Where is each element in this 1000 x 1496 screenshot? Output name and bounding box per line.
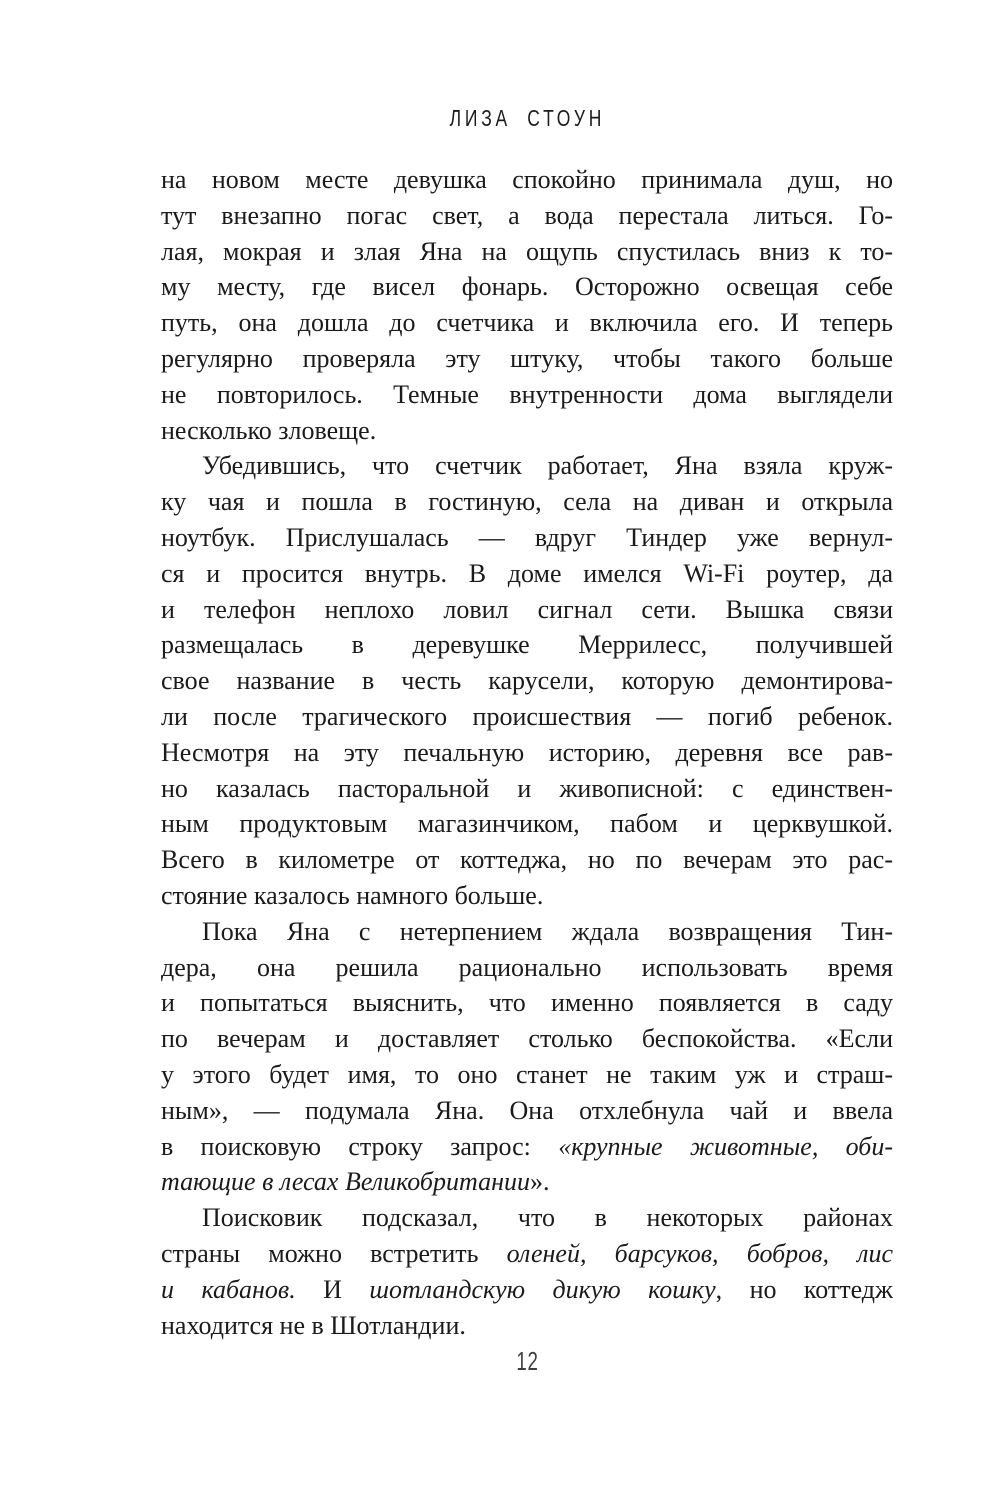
text-line xyxy=(161,1093,893,1129)
page-number xyxy=(161,1346,893,1376)
text-line xyxy=(161,842,893,878)
text-segment: на новом месте девушка спокойно принимала душ, но xyxy=(161,165,893,194)
text-segment: по вечерам и доставляет столько беспокойства. «Если xyxy=(161,1024,893,1054)
text-segment: ». xyxy=(529,1167,550,1197)
text-segment: лая, мокрая и злая Яна на ощупь спустилась вниз к то- xyxy=(161,236,893,266)
text-line xyxy=(161,484,893,520)
text-line xyxy=(161,735,893,771)
text-segment: находится не в Шотландии. xyxy=(161,1310,466,1340)
running-header xyxy=(161,104,893,132)
text-segment: тут внезапно погас свет, а вода перестала литься. Го- xyxy=(161,200,893,230)
text-segment: Поисковик подсказал, что в некоторых районах xyxy=(202,1203,893,1233)
italic-text-segment: и кабанов. xyxy=(161,1274,296,1304)
italic-text-segment: шотландскую дикую кошку xyxy=(369,1274,716,1304)
text-segment: му месту, где висел фонарь. Осторожно освещая себе xyxy=(161,272,893,302)
text-segment: несколько зловеще. xyxy=(161,415,377,445)
running-header-text: ЛИЗА СТОУН xyxy=(449,105,605,131)
text-segment: ным продуктовым магазинчиком, пабом и церквушкой. xyxy=(161,809,893,839)
text-segment: у этого будет имя, то оно станет не таким уж и страш- xyxy=(161,1059,893,1089)
text-segment: , но коттедж xyxy=(715,1274,893,1304)
text-segment: свое название в честь карусели, которую демонтирова- xyxy=(161,666,893,696)
text-line xyxy=(161,234,893,270)
text-line xyxy=(161,1021,893,1057)
text-line xyxy=(161,914,893,950)
text-line xyxy=(161,556,893,592)
text-segment: ноутбук. Прислушалась — вдруг Тиндер уже вернул- xyxy=(161,522,893,552)
text-line xyxy=(161,448,893,484)
text-segment: И xyxy=(295,1274,370,1304)
text-line xyxy=(161,663,893,699)
text-line xyxy=(161,377,893,413)
text-segment: ным», — подумала Яна. Она отхлебнула чай и ввела xyxy=(161,1095,893,1125)
text-line xyxy=(161,699,893,735)
text-line xyxy=(161,627,893,663)
text-line xyxy=(161,806,893,842)
text-line xyxy=(161,1272,893,1308)
text-segment: Пока Яна с нетерпением ждала возвращения Тин- xyxy=(202,916,893,946)
text-line xyxy=(161,520,893,556)
text-line xyxy=(161,592,893,628)
italic-text-segment: тающие в лесах Великобритании xyxy=(161,1167,530,1197)
text-segment: размещалась в деревушке Меррилесс, получившей xyxy=(161,630,893,660)
text-line xyxy=(161,1164,893,1200)
text-line xyxy=(161,771,893,807)
text-line xyxy=(161,950,893,986)
italic-text-segment: оленей, барсуков, бобров, лис xyxy=(506,1238,893,1268)
text-line xyxy=(161,1236,893,1272)
text-line xyxy=(161,413,893,449)
text-segment: дера, она решила рационально использовать время xyxy=(161,952,893,982)
text-segment: регулярно проверяла эту штуку, чтобы такого больше xyxy=(161,343,893,373)
text-segment: Всего в километре от коттеджа, но по вечерам это рас- xyxy=(161,845,893,875)
text-segment: ли после трагического происшествия — погиб ребенок. xyxy=(161,701,893,731)
body-text xyxy=(161,162,893,1343)
italic-text-segment: «крупные животные, оби- xyxy=(558,1131,893,1161)
text-segment: ку чая и пошла в гостиную, села на диван и открыла xyxy=(161,487,893,517)
text-segment: Несмотря на эту печальную историю, деревня все рав- xyxy=(161,737,893,767)
text-segment: ся и просится внутрь. В доме имелся Wi-Fi роутер, да xyxy=(161,558,893,588)
text-segment: но казалась пасторальной и живописной: с единствен- xyxy=(161,773,893,803)
text-segment: страны можно встретить xyxy=(161,1238,507,1268)
text-line xyxy=(161,1200,893,1236)
text-line xyxy=(161,1308,893,1344)
text-line xyxy=(161,305,893,341)
text-segment: и телефон неплохо ловил сигнал сети. Вышка связи xyxy=(161,594,893,624)
text-line xyxy=(161,198,893,234)
text-segment: стояние казалось намного больше. xyxy=(161,880,544,910)
text-line xyxy=(161,341,893,377)
text-segment: в поисковую строку запрос: xyxy=(161,1131,559,1161)
text-line xyxy=(161,269,893,305)
text-segment: Убедившись, что счетчик работает, Яна взяла круж- xyxy=(202,451,893,481)
text-line xyxy=(161,1129,893,1165)
text-segment: путь, она дошла до счетчика и включила его. И теперь xyxy=(161,308,893,338)
page-number-text: 12 xyxy=(515,1346,539,1376)
text-line xyxy=(161,878,893,914)
text-line xyxy=(161,1057,893,1093)
text-segment: и попытаться выяснить, что именно появляется в саду xyxy=(161,988,893,1018)
text-segment: не повторилось. Темные внутренности дома выглядели xyxy=(161,379,893,409)
text-line xyxy=(161,162,893,198)
text-line xyxy=(161,985,893,1021)
